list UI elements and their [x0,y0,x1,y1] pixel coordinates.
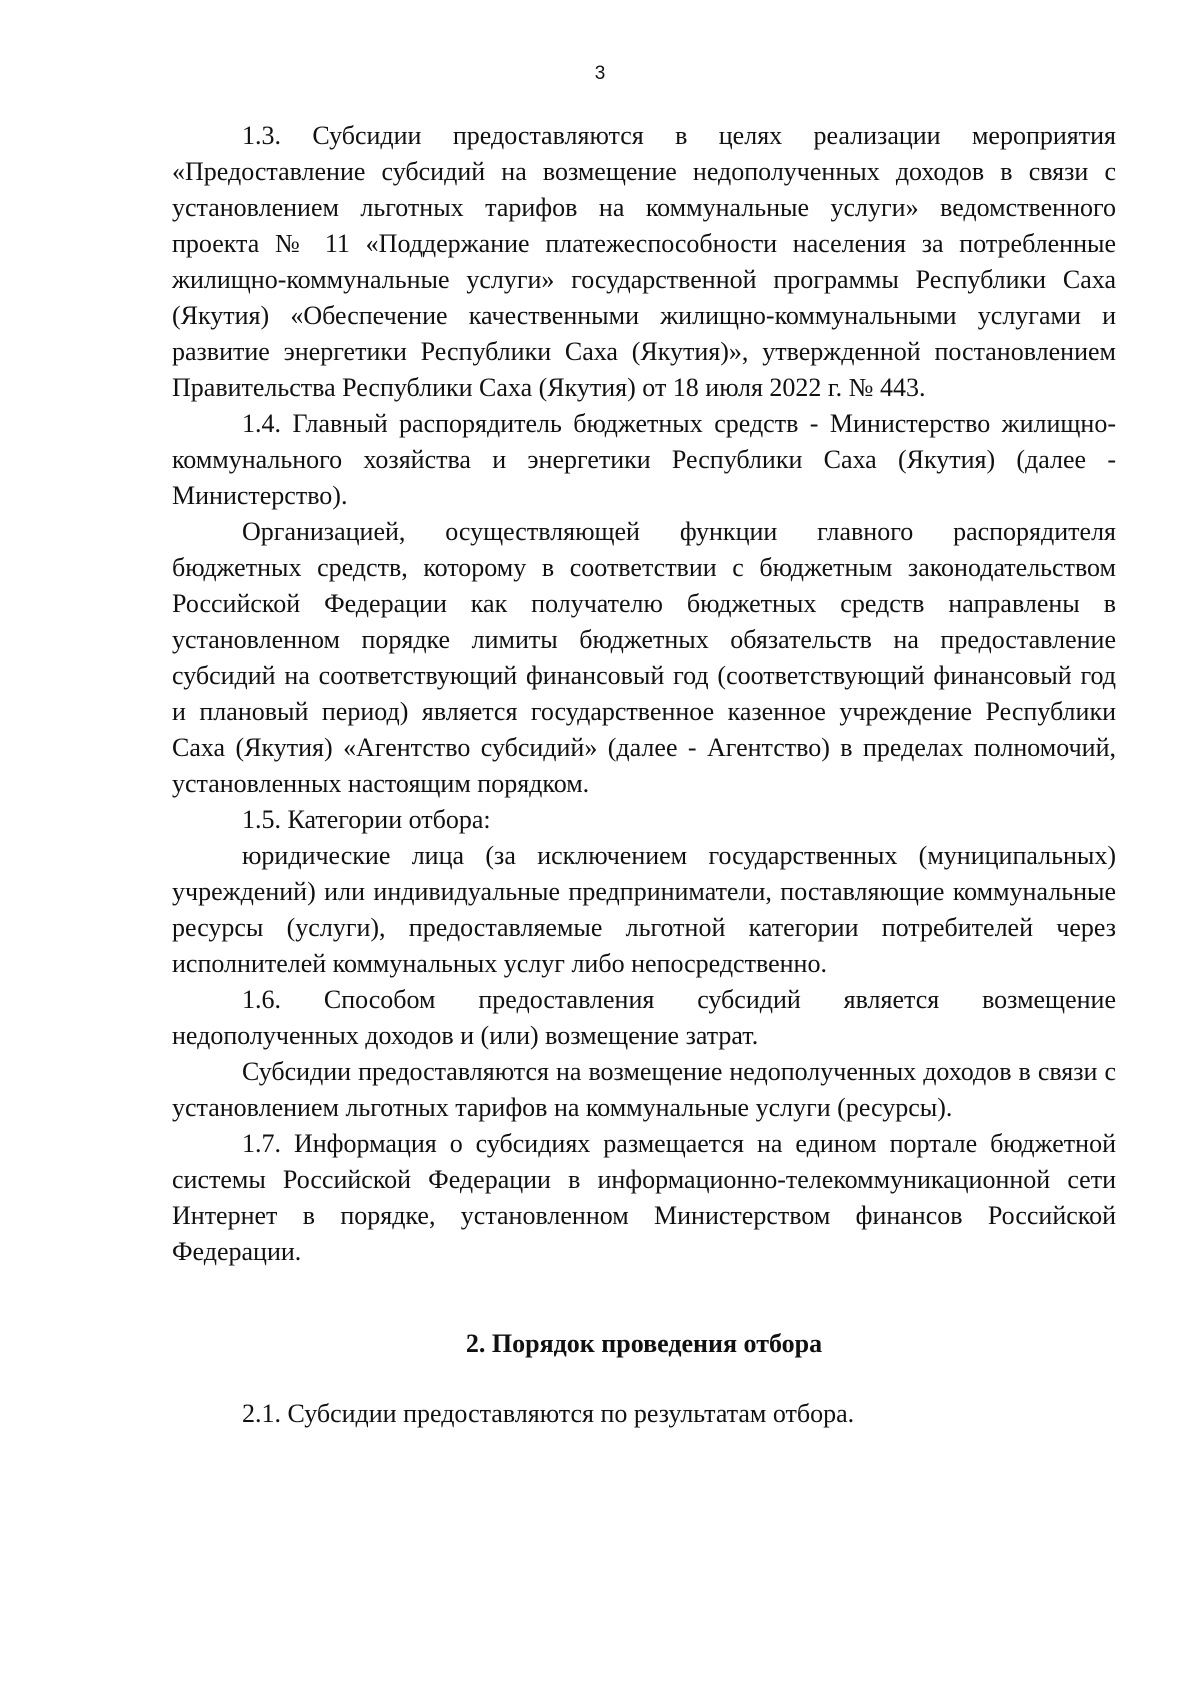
paragraph-organization: Организацией, осуществляющей функции главного распорядителя бюджетных средств, которому в соответствии с бюджетным законодательством Российской Федерации как получателю бюджетных средств направлены в установленном порядке лимиты бюджетных обязательств на предоставление субсидий на соответствующий финансовый год (соответствующий финансовый год и плановый период) является государственное казенное учреждение Республики Саха (Якутия) «Агентство субсидий» (далее - Агентство) в пределах полномочий, установленных настоящим порядком. [172,517,1116,798]
paragraph-2-1: 2.1. Субсидии предоставляются по результатам отбора. [242,1399,855,1428]
section-heading: 2. Порядок проведения отбора [465,1329,823,1358]
paragraph-subsidies-purpose: Субсидии предоставляются на возмещение недополученных доходов в связи с установлением льготных тарифов на коммунальные услуги (ресурсы). [172,1057,1116,1122]
page-number: 3 [594,63,606,84]
paragraph-selection-categories: юридические лица (за исключением государственных (муниципальных) учреждений) или индивидуальные предприниматели, поставляющие коммунальные ресурсы (услуги), предоставляемые льготной категории потребителей через исполнителей коммунальных услуг либо непосредственно. [172,841,1116,978]
paragraph-1-7: 1.7. Информация о субсидиях размещается на едином портале бюджетной системы Российской Федерации в информационно-телекоммуникационной сети Интернет в порядке, установленном Министерством финансов Российской Федерации. [172,1129,1116,1266]
paragraph-1-5: 1.5. Категории отбора: [242,805,491,834]
paragraph-1-3: 1.3. Субсидии предоставляются в целях реализации мероприятия «Предоставление субсидий на возмещение недополученных доходов в связи с установлением льготных тарифов на коммунальные услуги» ведомственного проекта № 11 «Поддержание платежеспособности населения за потребленные жилищно-коммунальные услуги» государственной программы Республики Саха (Якутия) «Обеспечение качественными жилищно-коммунальными услугами и развитие энергетики Республики Саха (Якутия)», утвержденной постановлением Правительства Республики Саха (Якутия) от 18 июля 2022 г. № 443. [172,121,1116,402]
document-body [172,118,1116,1432]
paragraph-1-6: 1.6. Способом предоставления субсидий является возмещение недополученных доходов и (или) возмещение затрат. [172,985,1116,1050]
paragraph-1-4: 1.4. Главный распорядитель бюджетных средств - Министерство жилищно-коммунального хозяйства и энергетики Республики Саха (Якутия) (далее - Министерство). [172,409,1116,510]
